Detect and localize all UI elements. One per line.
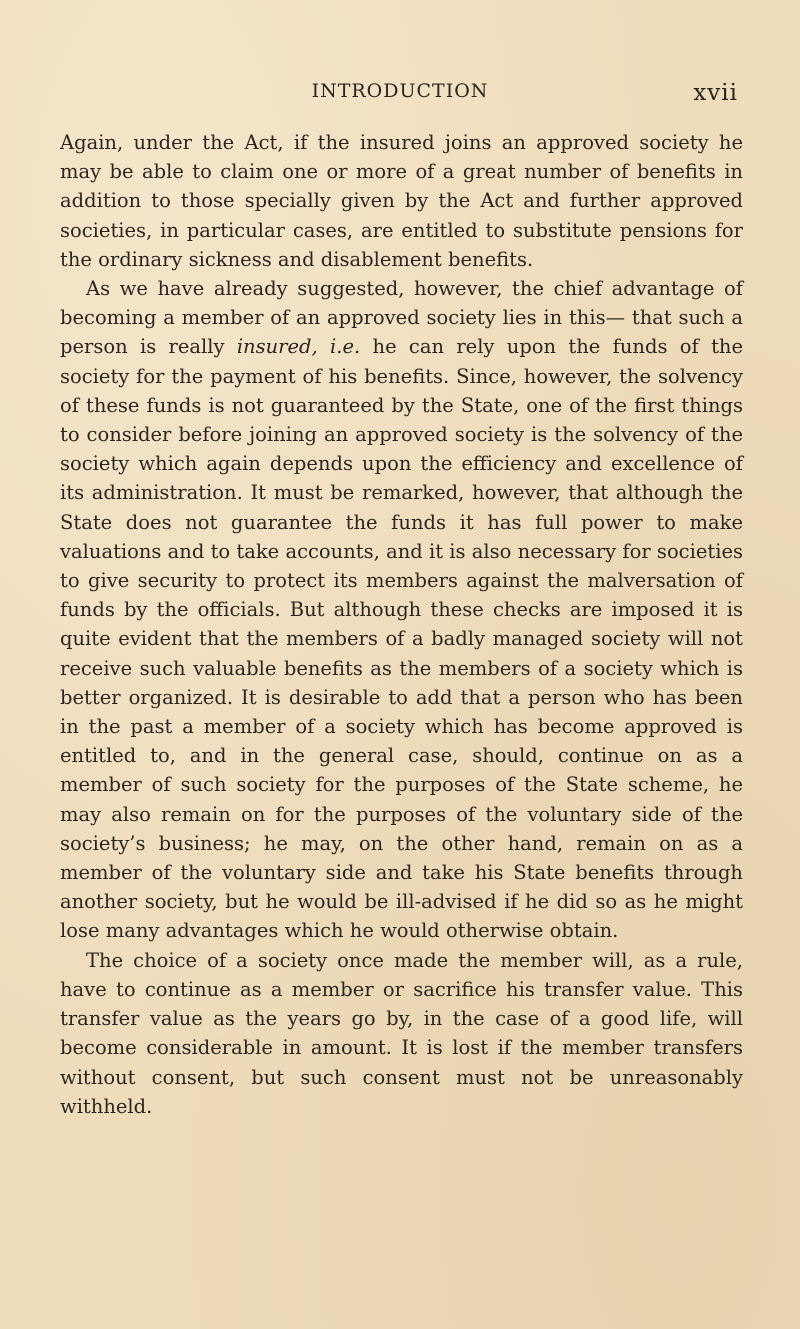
paragraph-2: [60, 274, 743, 946]
paragraph-3: [60, 946, 743, 1121]
running-head: [60, 80, 740, 110]
paragraph-text: he can rely upon the funds of the society for the payment of his benefits. Since, however, the solvency of these funds is not guaranteed by the State, one of the first things to consider before joining an approved society is the solvency of the society which again depends upon the efficiency and excellence of its administration. It must be remarked, however, that although the State does not guarantee the funds it has full power to make valuations and to take accounts, and it is also necessary for societies to give security to protect its members against the malversation of funds by the officials. But although these checks are imposed it is quite evident that the members of a badly managed society will not receive such valuable benefits as the members of a society which is better organized. It is desirable to add that a person who has been in the past a member of a society which has become approved is entitled to, and in the general case, should, continue on as a member of such society for the purposes of the State scheme, he may also remain on for the purposes of the voluntary side of the society’s business; he may, on the other hand, remain on as a member of the voluntary side and take his State benefits through another society, but he would be ill-advised if he did so as he might lose many advantages which he would otherwise obtain.: [60, 335, 743, 943]
running-title: INTRODUCTION: [311, 80, 489, 102]
paragraph-text: As we have already suggested, however, the chief advantage of becoming a member of an approved society lies in this— that such a person is really: [60, 277, 743, 359]
italic-phrase: insured, i.e.: [236, 335, 361, 359]
body-text: [60, 128, 743, 1121]
paragraph-text: Again, under the Act, if the insured joins an approved society he may be able to claim one or more of a great number of benefits in addition to those specially given by the Act and further approved societies, in particular cases, are entitled to substitute pensions for the ordinary sickness and disablement benefits.: [60, 131, 743, 271]
paragraph-1: [60, 128, 743, 274]
page-number: xvii: [693, 80, 738, 106]
paragraph-text: The choice of a society once made the member will, as a rule, have to continue as a member or sacrifice his transfer value. This transfer value as the years go by, in the case of a good life, will become considerable in amount. It is lost if the member transfers without consent, but such consent must not be unreasonably withheld.: [60, 948, 743, 1118]
